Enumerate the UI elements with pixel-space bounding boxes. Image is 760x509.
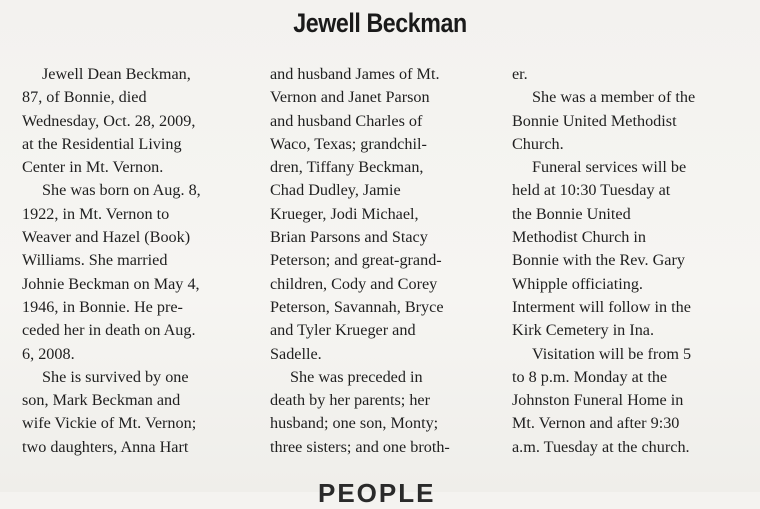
text-line: Weaver and Hazel (Book) — [22, 228, 191, 247]
next-section-heading: PEOPLE — [318, 478, 436, 508]
text-line: death by her parents; her — [270, 391, 431, 410]
text-line: 6, 2008. — [22, 344, 75, 363]
text-line: Wednesday, Oct. 28, 2009, — [22, 111, 196, 130]
column-3 — [512, 63, 738, 459]
text-line: to 8 p.m. Monday at the — [512, 367, 668, 386]
obituary-headline: Jewell Beckman — [293, 8, 467, 38]
text-line: Waco, Texas; grandchil- — [270, 134, 427, 153]
text-line: Krueger, Jodi Michael, — [270, 204, 419, 223]
text-line: She was a member of the — [532, 88, 696, 107]
text-line: 1946, in Bonnie. He pre- — [22, 297, 183, 316]
text-line: Bonnie United Methodist — [512, 111, 677, 130]
text-line: Johnie Beckman on May 4, — [22, 274, 200, 293]
text-line: Methodist Church in — [512, 228, 646, 247]
text-line: Bonnie with the Rev. Gary — [512, 251, 685, 270]
text-line: wife Vickie of Mt. Vernon; — [22, 414, 197, 433]
text-line: Mt. Vernon and after 9:30 — [512, 414, 680, 433]
text-line: Chad Dudley, Jamie — [270, 181, 401, 200]
text-line: children, Cody and Corey — [270, 274, 438, 293]
text-line: 1922, in Mt. Vernon to — [22, 204, 170, 223]
text-line: Williams. She married — [22, 251, 168, 270]
text-line: Brian Parsons and Stacy — [270, 228, 428, 247]
text-line: Interment will follow in the — [512, 297, 691, 316]
text-line: Whipple officiating. — [512, 274, 643, 293]
text-line: Kirk Cemetery in Ina. — [512, 321, 655, 340]
text-line: a.m. Tuesday at the church. — [512, 437, 690, 456]
text-line: and husband James of Mt. — [270, 65, 440, 83]
text-line: ceded her in death on Aug. — [22, 321, 196, 340]
text-line: Church. — [512, 134, 564, 153]
text-line: Visitation will be from 5 — [532, 344, 692, 363]
text-line: the Bonnie United — [512, 204, 631, 223]
text-line: Johnston Funeral Home in — [512, 391, 684, 410]
text-line: Jewell Dean Beckman, — [42, 65, 191, 83]
text-line: er. — [512, 65, 528, 83]
column-2 — [270, 63, 496, 459]
text-line: Sadelle. — [270, 344, 322, 363]
column-1 — [22, 63, 248, 459]
text-line: She is survived by one — [42, 367, 189, 386]
text-line: dren, Tiffany Beckman, — [270, 158, 424, 177]
text-line: Funeral services will be — [532, 158, 687, 177]
text-line: Peterson; and great-grand- — [270, 251, 442, 270]
text-line: Center in Mt. Vernon. — [22, 158, 164, 177]
text-line: and husband Charles of — [270, 111, 423, 130]
text-line: and Tyler Krueger and — [270, 321, 416, 340]
text-line: husband; one son, Monty; — [270, 414, 439, 433]
text-line: son, Mark Beckman and — [22, 391, 181, 410]
text-line: two daughters, Anna Hart — [22, 437, 189, 456]
text-line: Peterson, Savannah, Bryce — [270, 297, 444, 316]
text-line: Vernon and Janet Parson — [270, 88, 430, 107]
text-line: three sisters; and one broth- — [270, 437, 450, 456]
text-line: held at 10:30 Tuesday at — [512, 181, 671, 200]
text-line: She was preceded in — [290, 367, 423, 386]
text-line: at the Residential Living — [22, 134, 182, 153]
text-line: 87, of Bonnie, died — [22, 88, 147, 107]
text-line: She was born on Aug. 8, — [42, 181, 201, 200]
